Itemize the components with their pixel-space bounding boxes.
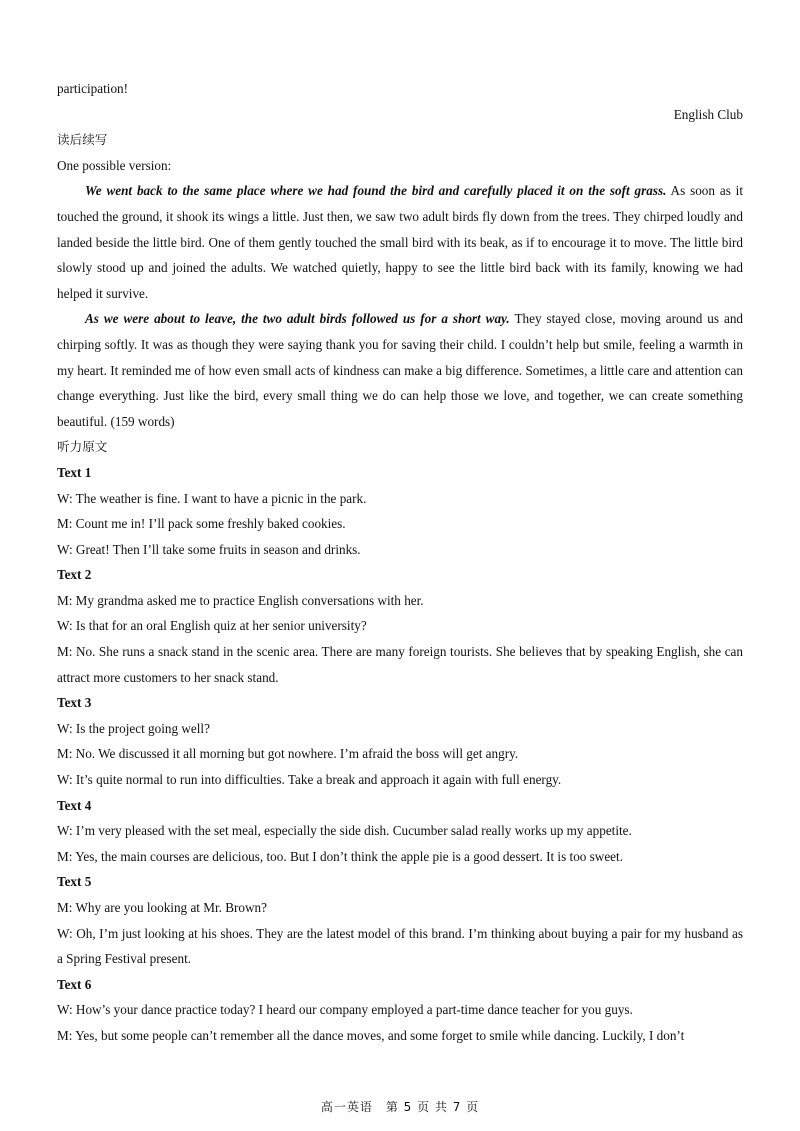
listening-text-3: [57, 690, 743, 792]
dialogue-line: W: Great! Then I’ll take some fruits in season and drinks.: [57, 541, 361, 557]
text-heading: Text 1: [57, 464, 92, 480]
continued-fragment: participation!: [57, 81, 129, 96]
dialogue-line: W: I’m very pleased with the set meal, especially the side dish. Cucumber salad really works up my appetite.: [57, 823, 632, 839]
text-heading: Text 6: [57, 976, 92, 992]
text-heading: Text 5: [57, 874, 92, 890]
dialogue-line: W: How’s your dance practice today? I heard our company employed a part-time dance teacher for you guys.: [57, 1002, 633, 1018]
writing-intro: One possible version:: [57, 157, 172, 173]
dialogue-line: M: No. We discussed it all morning but got nowhere. I’m afraid the boss will get angry.: [57, 746, 519, 762]
dialogue-line: M: My grandma asked me to practice English conversations with her.: [57, 592, 424, 608]
dialogue-line: W: It’s quite normal to run into difficulties. Take a break and approach it again with full energy.: [57, 772, 562, 788]
text-heading: Text 3: [57, 695, 92, 711]
dialogue-line: W: Is that for an oral English quiz at her senior university?: [57, 618, 367, 634]
dialogue-line: M: Yes, but some people can’t remember all the dance moves, and some forget to smile while dancing. Luckily, I don’t: [57, 1027, 685, 1043]
paragraph-1-body: As soon as it touched the ground, it shook its wings a little. Just then, we saw two adult birds fly down from the trees. They chirped loudly and landed beside the little bird. One of them gently touched the small bird with its beak, as if to encourage it to move. The little bird slowly stood up and joined the adults. We watched quietly, happy to see the little bird back with its family, knowing we had helped it survive.: [57, 183, 744, 301]
dialogue-line: M: No. She runs a snack stand in the scenic area. There are many foreign tourists. She believes that by speaking English, she can attract more customers to her snack stand.: [57, 644, 743, 685]
listening-text-6: [57, 972, 743, 1049]
writing-section-title: 读后续写: [57, 132, 108, 148]
listening-text-2: [57, 562, 743, 690]
writing-paragraph-2: [57, 306, 743, 434]
paragraph-1-lead: We went back to the same place where we had found the bird and carefully placed it on the soft grass.: [85, 183, 667, 199]
writing-paragraph-1: [57, 178, 743, 306]
page-footer: 高一英语 第 5 页 共 7 页: [320, 1100, 480, 1114]
dialogue-line: M: Yes, the main courses are delicious, too. But I don’t think the apple pie is a good dessert. It is too sweet.: [57, 848, 623, 864]
listening-section-title: 听力原文: [57, 439, 108, 455]
text-heading: Text 2: [57, 567, 92, 583]
paragraph-2-body: They stayed close, moving around us and chirping softly. It was as though they were saying thank you for saving their child. I couldn’t help but smile, feeling a warmth in my heart. It reminded me of how even small acts of kindness can make a big difference. Sometimes, a little care and attention can change everything. Just like the bird, every small thing we do can help those we love, and together, we can create something beautiful. (159 words): [57, 311, 744, 429]
listening-text-4: [57, 793, 743, 870]
text-heading: Text 4: [57, 797, 92, 813]
dialogue-line: W: The weather is fine. I want to have a picnic in the park.: [57, 490, 367, 506]
dialogue-line: W: Oh, I’m just looking at his shoes. They are the latest model of this brand. I’m thinking about buying a pair for my husband as a Spring Festival present.: [57, 925, 743, 967]
dialogue-line: W: Is the project going well?: [57, 720, 210, 736]
listening-text-5: [57, 869, 743, 971]
document-page: [57, 76, 743, 1049]
listening-text-1: [57, 460, 743, 562]
dialogue-line: M: Count me in! I’ll pack some freshly baked cookies.: [57, 516, 346, 532]
dialogue-line: M: Why are you looking at Mr. Brown?: [57, 900, 267, 915]
signature: English Club: [673, 106, 743, 122]
paragraph-2-lead: As we were about to leave, the two adult birds followed us for a short way.: [85, 311, 510, 327]
